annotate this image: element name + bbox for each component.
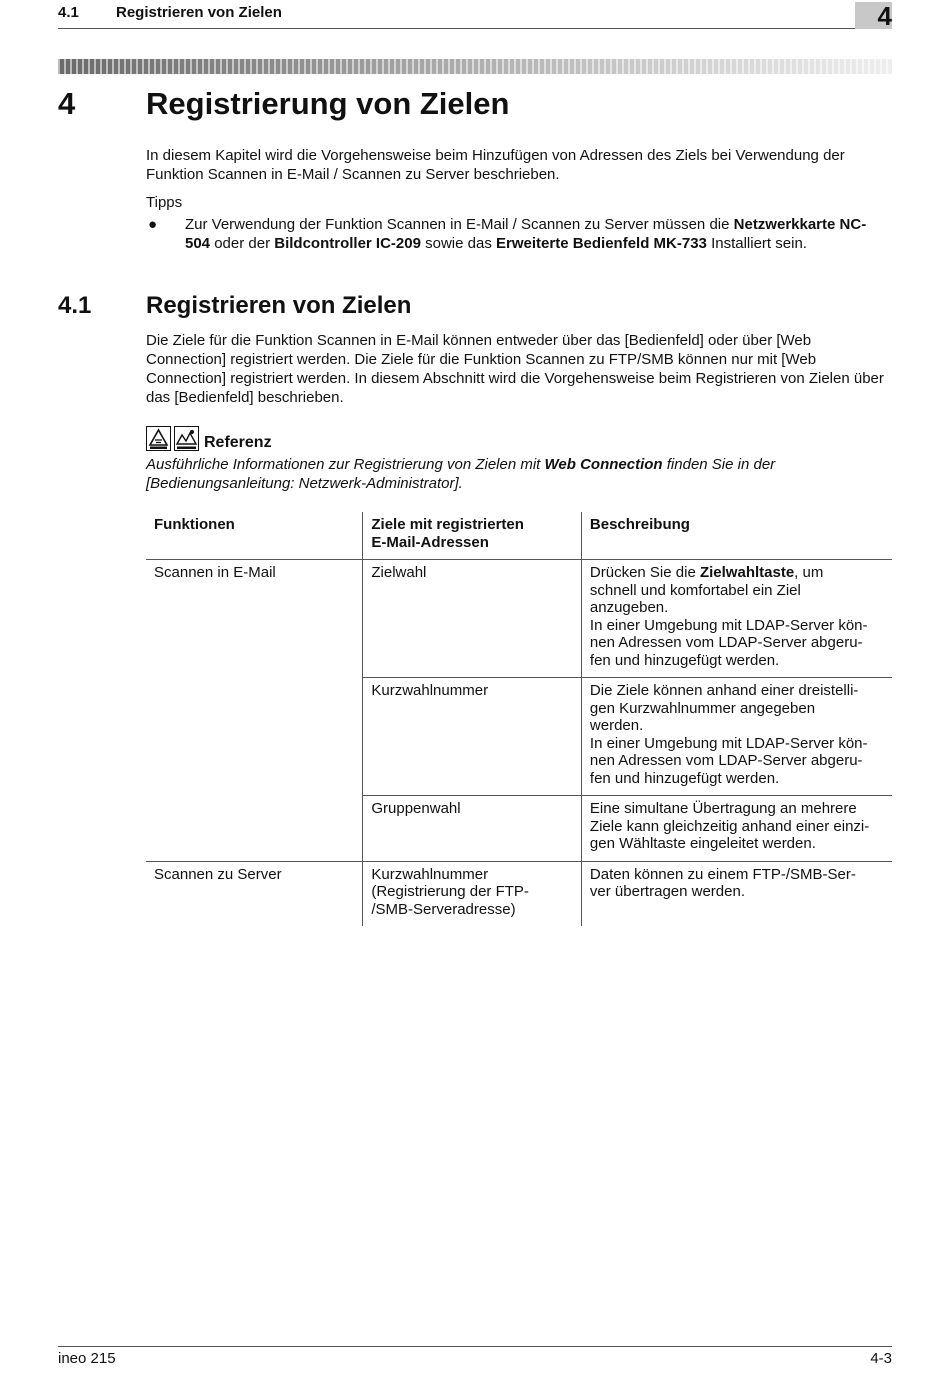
table-cell-target: Zielwahl xyxy=(363,560,582,678)
reference-bold-web-connection: Web Connection xyxy=(544,456,663,473)
table-cell-function: Scannen in E-Mail xyxy=(146,560,363,862)
table-row xyxy=(146,560,892,678)
footer-rule xyxy=(58,1346,892,1347)
bullet-icon: ● xyxy=(148,216,158,233)
table-header-cell: Funktionen xyxy=(146,512,363,560)
header-section-title: Registrieren von Zielen xyxy=(116,4,282,21)
section-number: 4.1 xyxy=(58,292,92,319)
chapter-intro: In diesem Kapitel wird die Vorgehensweise beim Hinzufügen von Adressen des Ziels bei Verwendung der Funktion Scannen in E-Mail / Scannen zu Server beschrieben. xyxy=(146,147,845,183)
table-cell-function: Scannen zu Server xyxy=(146,861,363,926)
table-cell-target: Kurzwahlnummer xyxy=(363,678,582,796)
table-row xyxy=(146,861,892,926)
chapter-title: Registrierung von Zielen xyxy=(146,86,510,121)
reference-label: Referenz xyxy=(204,434,272,451)
reference-text xyxy=(146,455,892,493)
header-section-number: 4.1 xyxy=(58,4,79,21)
table-cell-description: Daten können zu einem FTP-/SMB-Ser- ver übertragen werden. xyxy=(581,861,892,926)
table-cell-description: Die Ziele können anhand einer dreistelli- gen Kurzwahlnummer angegeben werden. In einer Umgebung mit LDAP-Server kön- nen Adressen vom LDAP-Server abgeru- fen und hinzugefügt werden. xyxy=(581,678,892,796)
table-header-cell: Beschreibung xyxy=(589,516,690,533)
reference-text-part: Ausführliche Informationen zur Registrierung von Zielen mit xyxy=(146,456,545,473)
description-part: Drücken Sie die xyxy=(589,564,700,581)
table-cell-description xyxy=(581,560,892,678)
tip-text-part: Zur Verwendung der Funktion Scannen in E-Mail / Scannen zu Server müssen die xyxy=(185,216,734,233)
chapter-tab-number: 4 xyxy=(877,1,892,31)
tip-bold-control-panel: Erweiterte Bedienfeld MK-733 xyxy=(496,235,707,252)
section-title: Registrieren von Zielen xyxy=(146,292,412,319)
table-header-row xyxy=(146,512,892,560)
tip-text-part: oder der xyxy=(210,235,275,252)
tip-text-part: Installiert sein. xyxy=(706,235,807,252)
footer-product: ineo 215 xyxy=(58,1350,116,1367)
functions-table xyxy=(146,512,892,926)
header-rule xyxy=(58,28,892,29)
chapter-stripe-bar xyxy=(58,59,892,74)
table-cell-target: Kurzwahlnummer (Registrierung der FTP- /SMB-Serveradresse) xyxy=(363,861,582,926)
footer-page-number: 4-3 xyxy=(870,1350,892,1367)
running-header xyxy=(58,4,282,21)
description-part: , um schnell und komfortabel ein Ziel anzugeben. In einer Umgebung mit LDAP-Server kön- nen Adressen vom LDAP-Server abgeru- fen und hinzugefügt werden. xyxy=(589,564,868,669)
table-cell-description: Eine simultane Übertragung an mehrere Ziele kann gleichzeitig anhand einer einzi- gen Wähltaste eingeleitet werden. xyxy=(581,796,892,862)
tip-text-part: sowie das xyxy=(420,235,496,252)
table-header-cell: Ziele mit registrierten E-Mail-Adressen xyxy=(363,512,582,560)
tips-label: Tipps xyxy=(146,194,183,211)
chapter-number: 4 xyxy=(58,86,76,121)
tip-bold-image-controller: Bildcontroller IC-209 xyxy=(274,235,421,252)
tip-text xyxy=(185,215,885,253)
reference-icon xyxy=(146,426,200,457)
section-body: Die Ziele für die Funktion Scannen in E-Mail können entweder über das [Bedienfeld] oder über [Web Connection] registriert werden. Die Ziele für die Funktion Scannen zu FTP/SMB können nur mit [Web Connection] registriert werden. In diesem Abschnitt wird die Vorgehensweise beim Registrieren von Zielen über das [Bedienfeld] beschrieben. xyxy=(146,332,884,406)
reference-text-part: finden Sie in der [Bedienungsanleitung: Netzwerk-Administrator]. xyxy=(146,456,776,492)
table-cell-target: Gruppenwahl xyxy=(363,796,582,862)
tip-bold-network-card: Netzwerkkarte NC-504 xyxy=(185,216,867,252)
description-bold: Zielwahltaste xyxy=(699,564,795,581)
